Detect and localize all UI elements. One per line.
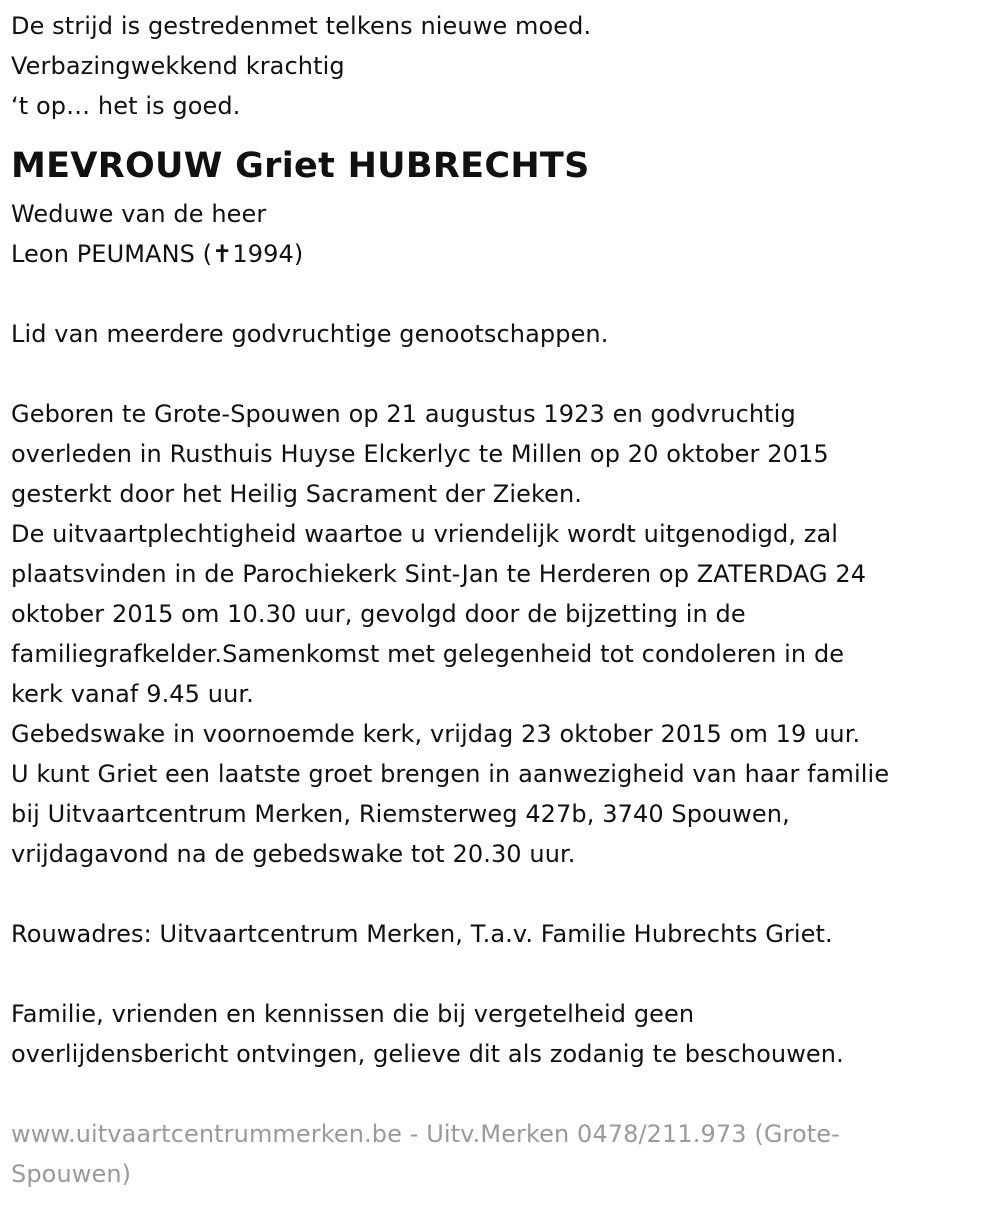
footer-source [11, 1114, 986, 1194]
details-line: bij Uitvaartcentrum Merken, Riemsterweg 427b, 3740 Spouwen, [11, 800, 790, 828]
obituary-document [11, 6, 986, 1194]
details-line: De uitvaartplechtigheid waartoe u vriendelijk wordt uitgenodigd, zal [11, 520, 839, 548]
widow-line-2: Leon PEUMANS (✝1994) [11, 240, 304, 268]
poem-line-1: De strijd is gestredenmet telkens nieuwe moed. [11, 12, 592, 40]
spacer [11, 274, 986, 314]
deceased-name: MEVROUW Griet HUBRECHTS [11, 146, 590, 186]
mourning-address: Rouwadres: Uitvaartcentrum Merken, T.a.v. Familie Hubrechts Griet. [11, 920, 833, 948]
details-line: Gebedswake in voornoemde kerk, vrijdag 23 oktober 2015 om 19 uur. [11, 720, 861, 748]
details-line: overleden in Rusthuis Huyse Elckerlyc te Millen op 20 oktober 2015 [11, 440, 829, 468]
details-line: oktober 2015 om 10.30 uur, gevolgd door de bijzetting in de [11, 600, 746, 628]
details-line: Geboren te Grote-Spouwen op 21 augustus 1923 en godvruchtig [11, 400, 796, 428]
funeral-details [11, 394, 986, 874]
details-line: kerk vanaf 9.45 uur. [11, 680, 254, 708]
details-line: U kunt Griet een laatste groet brengen in aanwezigheid van haar familie [11, 760, 890, 788]
widow-info [11, 194, 986, 274]
details-line: familiegrafkelder.Samenkomst met gelegenheid tot condoleren in de [11, 640, 845, 668]
poem-line-2: Verbazingwekkend krachtig [11, 52, 345, 80]
details-line: gesterkt door het Heilig Sacrament der Zieken. [11, 480, 583, 508]
details-line: vrijdagavond na de gebedswake tot 20.30 uur. [11, 840, 576, 868]
spacer [11, 354, 986, 394]
details-line: plaatsvinden in de Parochiekerk Sint-Jan te Herderen op ZATERDAG 24 [11, 560, 867, 588]
notice-line-1: Familie, vrienden en kennissen die bij vergetelheid geen [11, 1000, 695, 1028]
spacer [11, 954, 986, 994]
poem [11, 6, 986, 126]
footer-line-2: Spouwen) [11, 1160, 132, 1188]
poem-line-3: ‘t op… het is goed. [11, 92, 241, 120]
membership-text: Lid van meerdere godvruchtige genootschappen. [11, 320, 609, 348]
spacer [11, 874, 986, 914]
footer-line-1: www.uitvaartcentrummerken.be - Uitv.Merken 0478/211.973 (Grote- [11, 1120, 840, 1148]
notice-line-2: overlijdensbericht ontvingen, gelieve dit als zodanig te beschouwen. [11, 1040, 844, 1068]
notice [11, 994, 986, 1074]
widow-line-1: Weduwe van de heer [11, 200, 267, 228]
